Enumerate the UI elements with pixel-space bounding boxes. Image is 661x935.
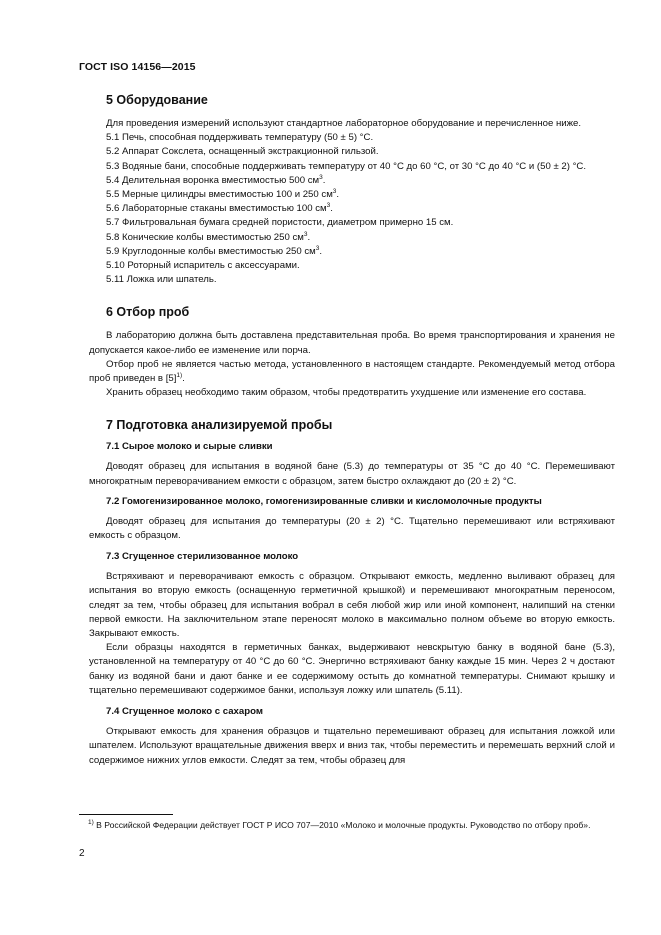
equipment-item: 5.10 Роторный испаритель с аксессуарами.	[106, 260, 300, 272]
subsection-7-3-paragraph: Встряхивают и переворачивают емкость с образцом. Открывают емкость, медленно выливают образец для испытания во вторую емкость (оснащенную герметичной крышкой) и перемешивают многократным переносом, следят за тем, чтобы образец для испытания вобрал в себя любой жир или иной компонент, налипший на стенки первой емкости. На заключительном этапе переносят молоко в максимально полном объеме во вторую емкость. Закрывают емкость.	[89, 571, 615, 640]
equipment-item: 5.3 Водяные бани, способные поддерживать температуру от 40 °С до 60 °С, от 30 °С до 40 °С и (50 ± 2) °С.	[106, 160, 587, 172]
footnote-ref: 1)	[176, 372, 183, 380]
section-7-heading: 7 Подготовка анализируемой пробы	[106, 418, 333, 433]
subsection-7-2-heading: 7.2 Гомогенизированное молоко, гомогенизированные сливки и кисломолочные продукты	[106, 495, 542, 507]
subsection-7-4-heading: 7.4 Сгущенное молоко с сахаром	[106, 706, 263, 718]
footnote-text: В Российской Федерации действует ГОСТ Р ИСО 707—2010 «Молоко и молочные продукты. Руководство по отбору проб».	[93, 820, 591, 830]
equipment-item: 5.1 Печь, способная поддерживать температуру (50 ± 5) °С.	[106, 132, 374, 144]
document-body	[89, 92, 615, 768]
section-5-intro: Для проведения измерений используют стандартное лабораторное оборудование и перечисленное ниже.	[106, 118, 582, 129]
equipment-item: 5.9 Круглодонные колбы вместимостью 250 $см^3$.	[106, 244, 323, 257]
standard-header: ГОСТ ISO 14156—2015	[79, 61, 196, 73]
equipment-item: 5.7 Фильтровальная бумага средней пористости, диаметром примерно 15 см.	[106, 217, 454, 229]
equipment-item: 5.2 Аппарат Сокслета, оснащенный экстракционной гильзой.	[106, 146, 379, 158]
section-6-paragraph: Отбор проб не является частью метода, установленного в настоящем стандарте. Рекомендуемый метод отбора проб приведен в $[5]^{1)}$.	[89, 358, 615, 385]
subsection-7-3-heading: 7.3 Сгущенное стерилизованное молоко	[106, 551, 299, 563]
equipment-item: 5.8 Конические колбы вместимостью 250 $см^3$.	[106, 230, 311, 243]
footnote-mark: 1)	[88, 819, 94, 826]
section-6-heading: 6 Отбор проб	[106, 305, 190, 320]
section-6-paragraph: Хранить образец необходимо таким образом, чтобы предотвратить ухудшение или изменение его состава.	[106, 387, 587, 399]
equipment-item: 5.5 Мерные цилиндры вместимостью 100 и 250 $см^3$.	[106, 188, 340, 201]
footnote-separator	[79, 814, 173, 815]
subsection-7-1-paragraph: Доводят образец для испытания в водяной бане (5.3) до температуры от 35 °С до 40 °С. Перемешивают многократным переворачиванием емкости с образцом, затем быстро охлаждают до (20 ± 2) °С.	[89, 461, 615, 487]
page-number: 2	[79, 848, 85, 859]
section-5-heading: 5 Оборудование	[106, 93, 208, 107]
equipment-item: 5.11 Ложка или шпатель.	[106, 274, 217, 286]
section-6-paragraph: В лабораторию должна быть доставлена представительная проба. Во время транспортирования и хранения не допускается какое-либо ее изменение или порча.	[89, 330, 615, 356]
footnote	[79, 819, 617, 832]
equipment-item: 5.6 Лабораторные стаканы вместимостью 100 $см^3$.	[106, 202, 333, 215]
subsection-7-1-heading: 7.1 Сырое молоко и сырые сливки	[106, 441, 273, 453]
equipment-item: 5.4 Делительная воронка вместимостью 500 $см^3$.	[106, 173, 326, 186]
subsection-7-4-paragraph: Открывают емкость для хранения образцов и тщательно перемешивают образец для испытания ложкой или шпателем. Используют вращательные движения вверх и вниз так, чтобы переместить и перемешать верхний слой и содержимое нижних углов емкости. Следят за тем, чтобы образец для	[89, 726, 615, 766]
subsection-7-3-paragraph: Если образцы находятся в герметичных банках, выдерживают невскрытую банку в водяной бане (5.3), установленной на температуру от 40 °С до 60 °С. Энергично встряхивают банку каждые 15 мин. Через 2 ч достают банку из водяной бани и дают банке и ее содержимому остыть до комнатной температуры. Снимают крышку и тщательно перемешивают содержимое банки, используя ложку или шпатель (5.11).	[89, 642, 615, 696]
subsection-7-2-paragraph: Доводят образец для испытания до температуры (20 ± 2) °С. Тщательно перемешивают или встряхивают емкость с образцом.	[89, 515, 615, 542]
